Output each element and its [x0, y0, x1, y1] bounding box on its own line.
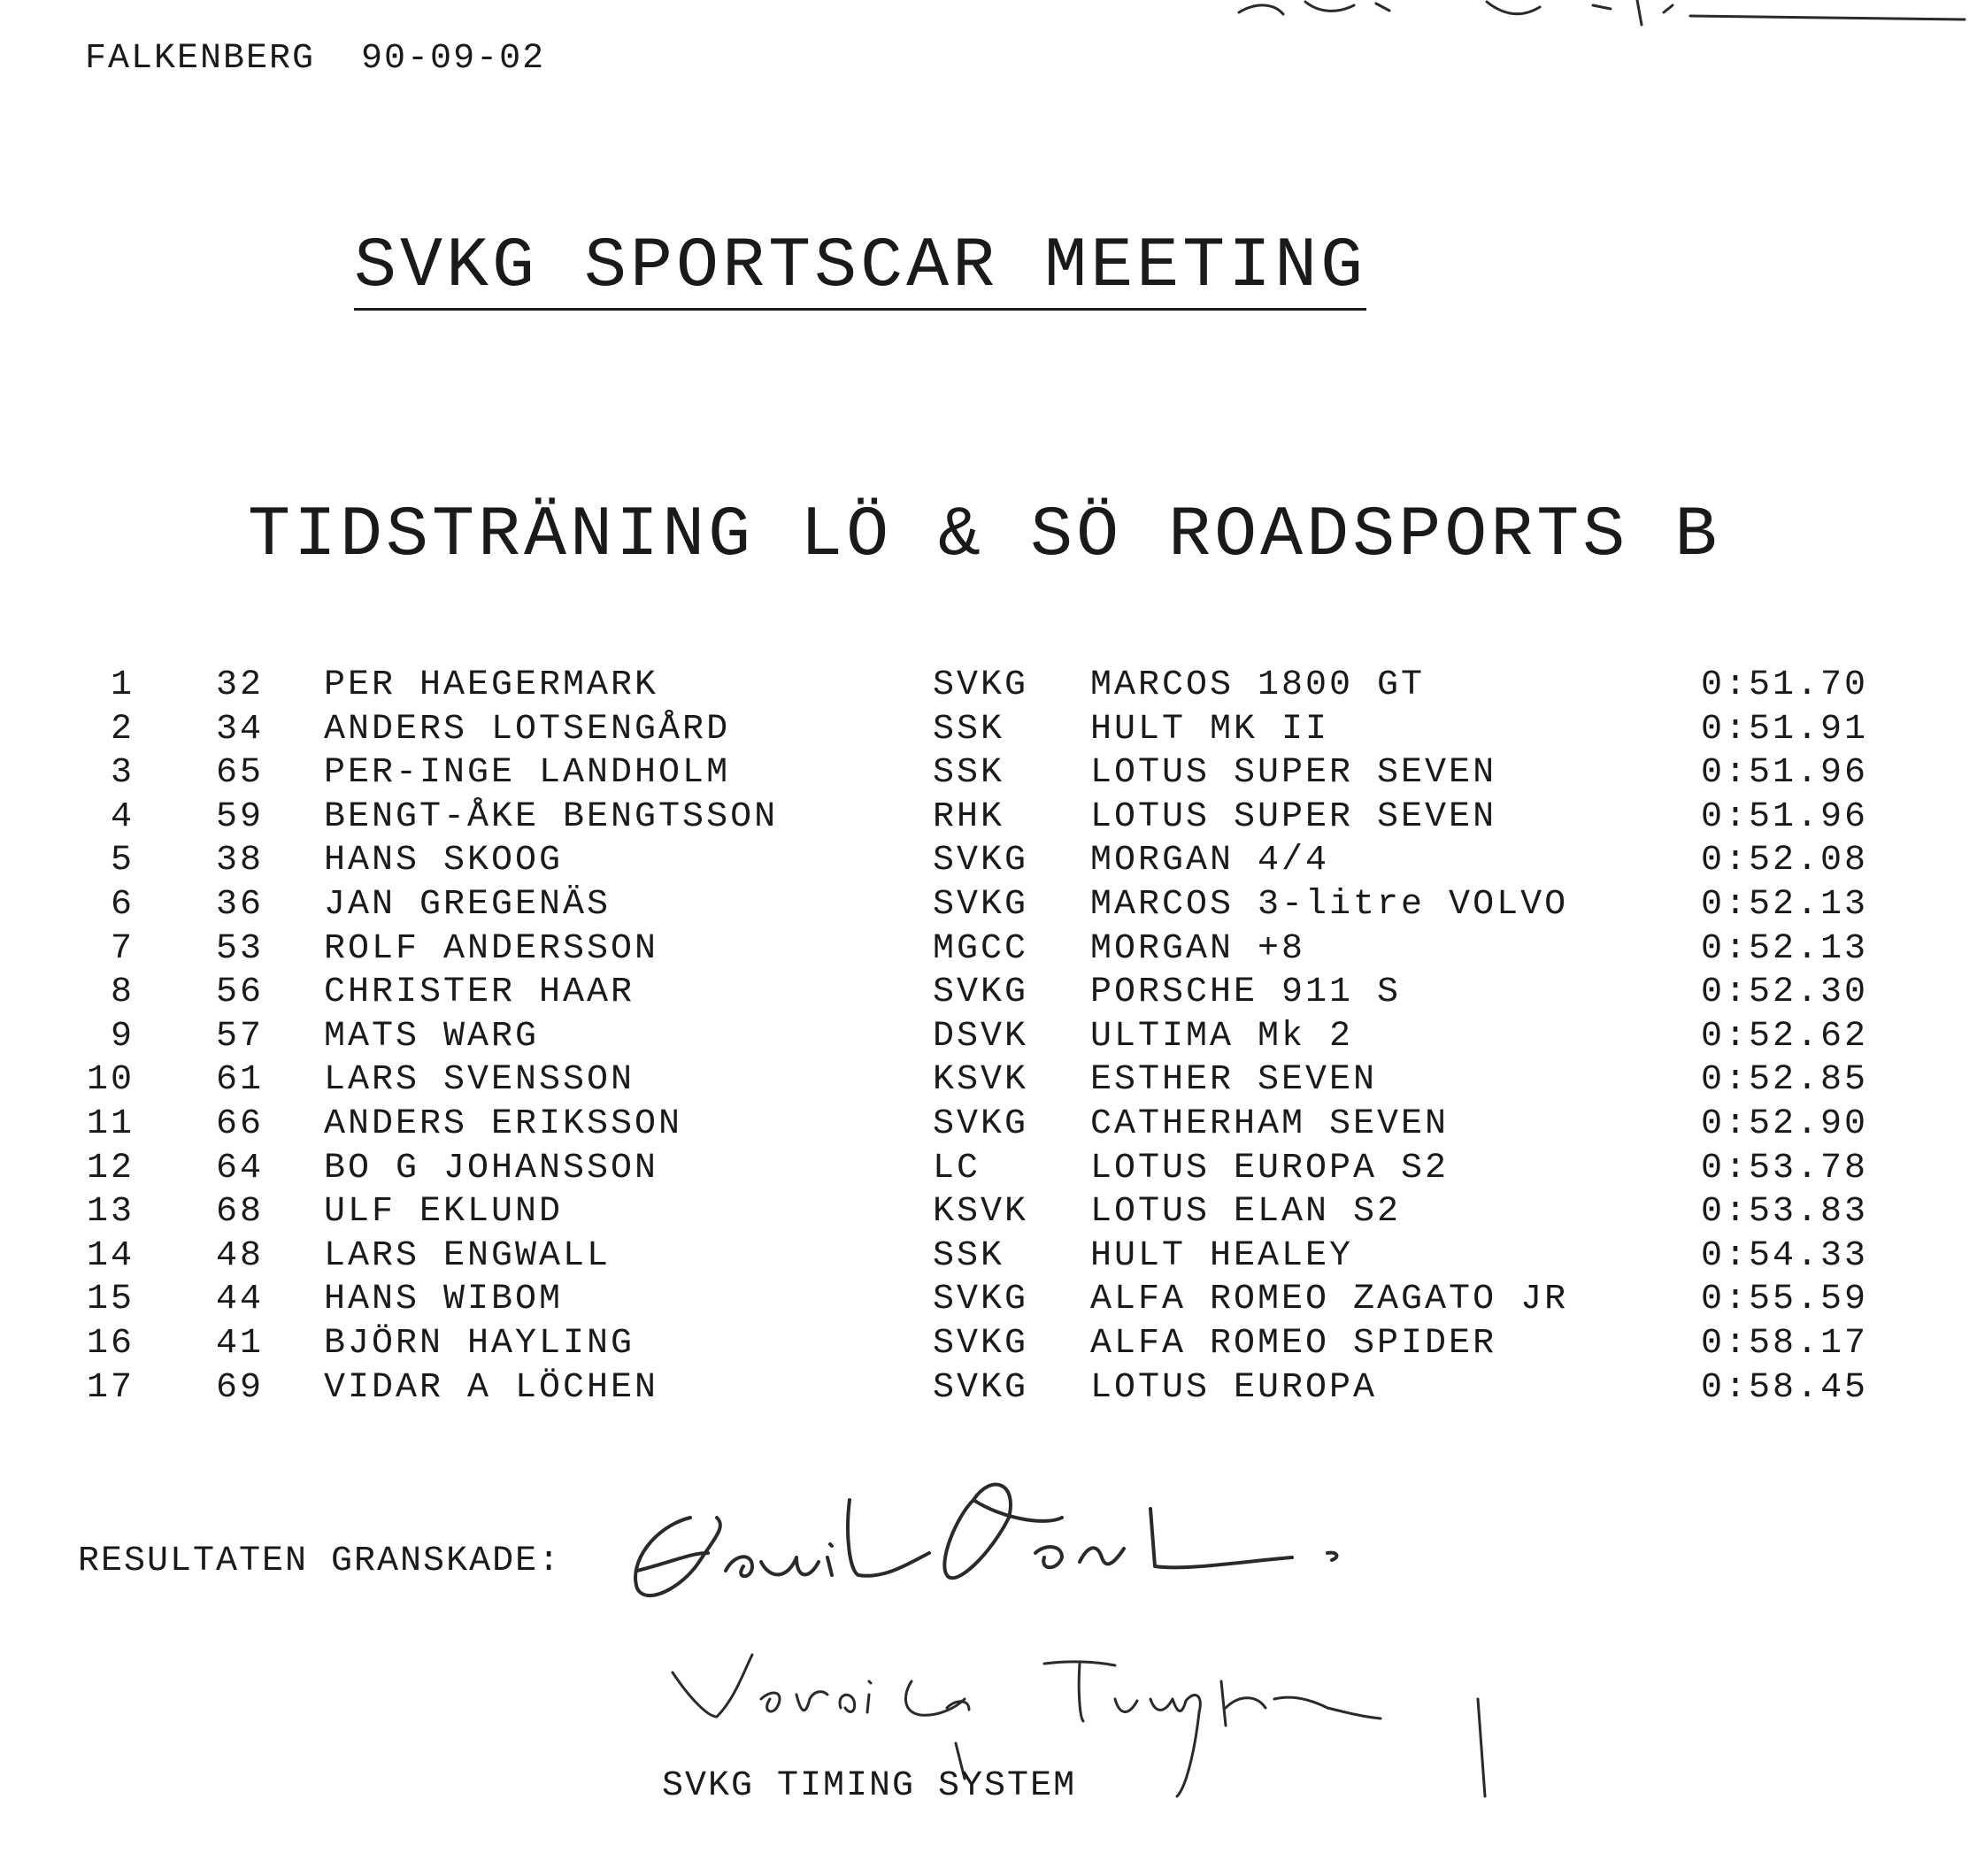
cell-driver: CHRISTER HAAR	[324, 973, 635, 1013]
cell-driver: VIDAR A LÖCHEN	[324, 1367, 659, 1408]
cell-car: LOTUS SUPER SEVEN	[1090, 753, 1497, 794]
cell-pos: 5	[110, 841, 135, 881]
cell-num: 44	[216, 1280, 265, 1320]
table-row	[0, 710, 1977, 754]
cell-time: 0:58.45	[1701, 1367, 1869, 1408]
cell-car: ALFA ROMEO ZAGATO JR	[1090, 1280, 1569, 1320]
cell-driver: PER-INGE LANDHOLM	[324, 753, 731, 794]
cell-pos: 12	[86, 1148, 135, 1188]
cell-club: SVKG	[933, 1367, 1029, 1408]
cell-club: MGCC	[933, 928, 1029, 969]
cell-car: MARCOS 1800 GT	[1090, 665, 1426, 705]
cell-time: 0:52.30	[1701, 973, 1869, 1013]
cell-num: 68	[216, 1192, 265, 1233]
cell-pos: 8	[110, 973, 135, 1013]
cell-pos: 14	[86, 1235, 135, 1276]
cell-pos: 3	[110, 753, 135, 794]
cell-time: 0:52.08	[1701, 841, 1869, 881]
cell-num: 32	[216, 665, 265, 705]
cell-club: SSK	[933, 709, 1005, 750]
cell-pos: 16	[86, 1324, 135, 1364]
cell-pos: 15	[86, 1280, 135, 1320]
cell-driver: LARS SVENSSON	[324, 1060, 635, 1101]
cell-driver: BJÖRN HAYLING	[324, 1324, 635, 1364]
cell-driver: ULF EKLUND	[324, 1192, 564, 1233]
table-row	[0, 1149, 1977, 1193]
cell-num: 57	[216, 1016, 265, 1057]
cell-club: SSK	[933, 753, 1005, 794]
signature-reviewer	[619, 1465, 1398, 1606]
cell-club: SVKG	[933, 1324, 1029, 1364]
cell-driver: LARS ENGWALL	[324, 1235, 612, 1276]
cell-car: PORSCHE 911 S	[1090, 973, 1402, 1013]
cell-num: 48	[216, 1235, 265, 1276]
table-row	[0, 1324, 1977, 1368]
cell-driver: ANDERS ERIKSSON	[324, 1104, 683, 1144]
page-subtitle: TIDSTRÄNING LÖ & SÖ ROADSPORTS B	[248, 496, 1721, 576]
cell-club: RHK	[933, 796, 1005, 837]
cell-driver: ANDERS LOTSENGÅRD	[324, 709, 731, 750]
cell-club: SSK	[933, 1235, 1005, 1276]
table-row	[0, 1236, 1977, 1280]
cell-club: SVKG	[933, 973, 1029, 1013]
cell-pos: 11	[86, 1104, 135, 1144]
cell-club: SVKG	[933, 841, 1029, 881]
cell-driver: JAN GREGENÄS	[324, 885, 612, 925]
cell-num: 66	[216, 1104, 265, 1144]
cell-car: MORGAN +8	[1090, 928, 1306, 969]
cell-club: KSVK	[933, 1192, 1029, 1233]
cell-pos: 13	[86, 1192, 135, 1233]
cell-time: 0:53.78	[1701, 1148, 1869, 1188]
cell-club: SVKG	[933, 1104, 1029, 1144]
cell-pos: 4	[110, 796, 135, 837]
cell-time: 0:51.96	[1701, 796, 1869, 837]
table-row	[0, 841, 1977, 885]
table-row	[0, 797, 1977, 842]
cell-num: 64	[216, 1148, 265, 1188]
cell-time: 0:51.91	[1701, 709, 1869, 750]
timing-system-label: SVKG TIMING SYSTEM	[662, 1766, 1077, 1806]
cell-car: CATHERHAM SEVEN	[1090, 1104, 1450, 1144]
reviewed-label: RESULTATEN GRANSKADE:	[78, 1542, 562, 1581]
cell-time: 0:51.70	[1701, 665, 1869, 705]
cell-time: 0:52.62	[1701, 1016, 1869, 1057]
page-title: SVKG SPORTSCAR MEETING	[354, 232, 1366, 311]
cell-car: LOTUS SUPER SEVEN	[1090, 796, 1497, 837]
cell-driver: MATS WARG	[324, 1016, 540, 1057]
cell-pos: 7	[110, 928, 135, 969]
cell-pos: 1	[110, 665, 135, 705]
cell-pos: 6	[110, 885, 135, 925]
table-row	[0, 1280, 1977, 1324]
cell-car: LOTUS EUROPA S2	[1090, 1148, 1450, 1188]
cell-time: 0:58.17	[1701, 1324, 1869, 1364]
cell-time: 0:51.96	[1701, 753, 1869, 794]
cell-pos: 17	[86, 1367, 135, 1408]
cell-time: 0:53.83	[1701, 1192, 1869, 1233]
cell-num: 53	[216, 928, 265, 969]
cell-club: SVKG	[933, 665, 1029, 705]
cell-pos: 2	[110, 709, 135, 750]
cell-car: LOTUS ELAN S2	[1090, 1192, 1402, 1233]
cell-time: 0:52.13	[1701, 885, 1869, 925]
cell-num: 41	[216, 1324, 265, 1364]
table-row	[0, 973, 1977, 1017]
cell-club: KSVK	[933, 1060, 1029, 1101]
cell-num: 34	[216, 709, 265, 750]
cell-time: 0:55.59	[1701, 1280, 1869, 1320]
cell-driver: HANS SKOOG	[324, 841, 564, 881]
cell-num: 69	[216, 1367, 265, 1408]
cell-club: DSVK	[933, 1016, 1029, 1057]
cell-club: LC	[933, 1148, 981, 1188]
table-row	[0, 753, 1977, 797]
location-date: FALKENBERG 90-09-02	[85, 39, 546, 79]
table-row	[0, 1060, 1977, 1104]
cell-car: HULT MK II	[1090, 709, 1330, 750]
cell-car: MORGAN 4/4	[1090, 841, 1330, 881]
table-row	[0, 929, 1977, 973]
cell-club: SVKG	[933, 1280, 1029, 1320]
cell-driver: ROLF ANDERSSON	[324, 928, 659, 969]
cell-num: 59	[216, 796, 265, 837]
cell-num: 56	[216, 973, 265, 1013]
table-row	[0, 1104, 1977, 1149]
cell-pos: 9	[110, 1016, 135, 1057]
handwritten-note-top	[1221, 0, 1977, 35]
cell-driver: HANS WIBOM	[324, 1280, 564, 1320]
table-row	[0, 1017, 1977, 1061]
cell-driver: BO G JOHANSSON	[324, 1148, 659, 1188]
cell-pos: 10	[86, 1060, 135, 1101]
cell-car: ULTIMA Mk 2	[1090, 1016, 1354, 1057]
table-row	[0, 1368, 1977, 1412]
cell-num: 61	[216, 1060, 265, 1101]
cell-car: ESTHER SEVEN	[1090, 1060, 1378, 1101]
cell-club: SVKG	[933, 885, 1029, 925]
cell-car: HULT HEALEY	[1090, 1235, 1354, 1276]
table-row	[0, 1192, 1977, 1236]
cell-car: ALFA ROMEO SPIDER	[1090, 1324, 1497, 1364]
cell-time: 0:54.33	[1701, 1235, 1869, 1276]
cell-driver: BENGT-ÅKE BENGTSSON	[324, 796, 779, 837]
cell-time: 0:52.85	[1701, 1060, 1869, 1101]
cell-car: LOTUS EUROPA	[1090, 1367, 1378, 1408]
table-row	[0, 665, 1977, 710]
cell-num: 38	[216, 841, 265, 881]
cell-driver: PER HAEGERMARK	[324, 665, 659, 705]
cell-num: 36	[216, 885, 265, 925]
cell-time: 0:52.90	[1701, 1104, 1869, 1144]
table-row	[0, 885, 1977, 929]
cell-num: 65	[216, 753, 265, 794]
cell-car: MARCOS 3-litre VOLVO	[1090, 885, 1569, 925]
cell-time: 0:52.13	[1701, 928, 1869, 969]
